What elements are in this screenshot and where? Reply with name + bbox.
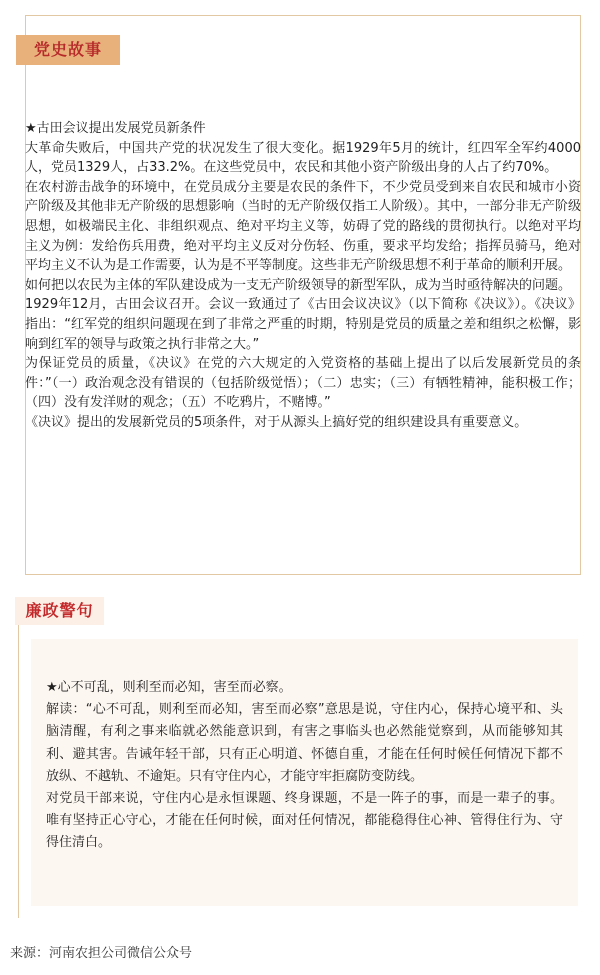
section-divider-line [18,625,19,918]
quote-heading: ★心不可乱，则利至而必知，害至而必察。 [46,680,292,695]
story-paragraph: 为保证党员的质量，《决议》在党的六大规定的入党资格的基础上提出了以后发展新党员的条件：”（一）政治观念没有错误的（包括阶级觉悟）；（二）忠实；（三）有牺牲精神，能积极工作；（四）没有发洋财的观念；（五）不吃鸦片，不赌博。” [25,356,581,411]
story-paragraph: 《决议》提出的发展新党员的5项条件，对于从源头上搞好党的组织建设具有重要意义。 [25,414,528,430]
quote-paragraph: 对党员干部来说，守住内心是永恒课题、终身课题，不是一阵子的事，而是一辈子的事。唯有坚持正心守心，才能在任何时候，面对任何情况，都能稳得住心神、管得住行为、守得住清白。 [46,791,563,851]
integrity-quote-tag: 廉政警句 [15,597,104,625]
party-history-content [25,119,581,433]
story-paragraph: 大革命失败后，中国共产党的状况发生了很大变化。据1929年5月的统计，红四军全军约4000人，党员1329人，占33.2%。在这些党员中，农民和其他小资产阶级出身的人占了约70%。 [25,140,581,176]
source-line: 来源：河南农担公司微信公众号 [10,946,193,961]
story-paragraph: 在农村游击战争的环境中，在党员成分主要是农民的条件下，不少党员受到来自农民和城市小资产阶级及其他非无产阶级的思想影响（当时的无产阶级仅指工人阶级）。其中，一部分非无产阶级思想，如极端民主化、非组织观点、绝对平均主义等，妨碍了党的路线的贯彻执行。以绝对平均主义为例：发给伤兵用费，绝对平均主义反对分伤轻、伤重，要求平均发给；指挥员骑马，绝对平均主义不认为是工作需要，认为是不平等制度。这些非无产阶级思想不利于革命的顺利开展。 [25,179,581,274]
quote-paragraph: 解读：“心不可乱，则利至而必知，害至而必察”意思是说，守住内心，保持心境平和、头脑清醒，有利之事来临就必然能意识到，有害之事临头也必然能觉察到，从而能够知其利、避其害。告诫年轻干部，只有正心明道、怀德自重，才能在任何时候任何情况下都不放纵、不越轨、不逾矩。只有守住内心，才能守牢拒腐防变防线。 [46,702,563,784]
party-history-tag: 党史故事 [16,35,120,65]
story-paragraph: 如何把以农民为主体的军队建设成为一支无产阶级领导的新型军队，成为当时亟待解决的问题。 [25,277,572,293]
integrity-quote-content [46,677,563,855]
story-heading: ★古田会议提出发展党员新条件 [25,121,206,136]
story-paragraph: 1929年12月，古田会议召开。会议一致通过了《古田会议决议》（以下简称《决议》）。《决议》指出：“红军党的组织问题现在到了非常之严重的时期，特别是党员的质量之差和组织之松懈，影响到红军的领导与政策之执行非常之大。” [25,297,581,352]
